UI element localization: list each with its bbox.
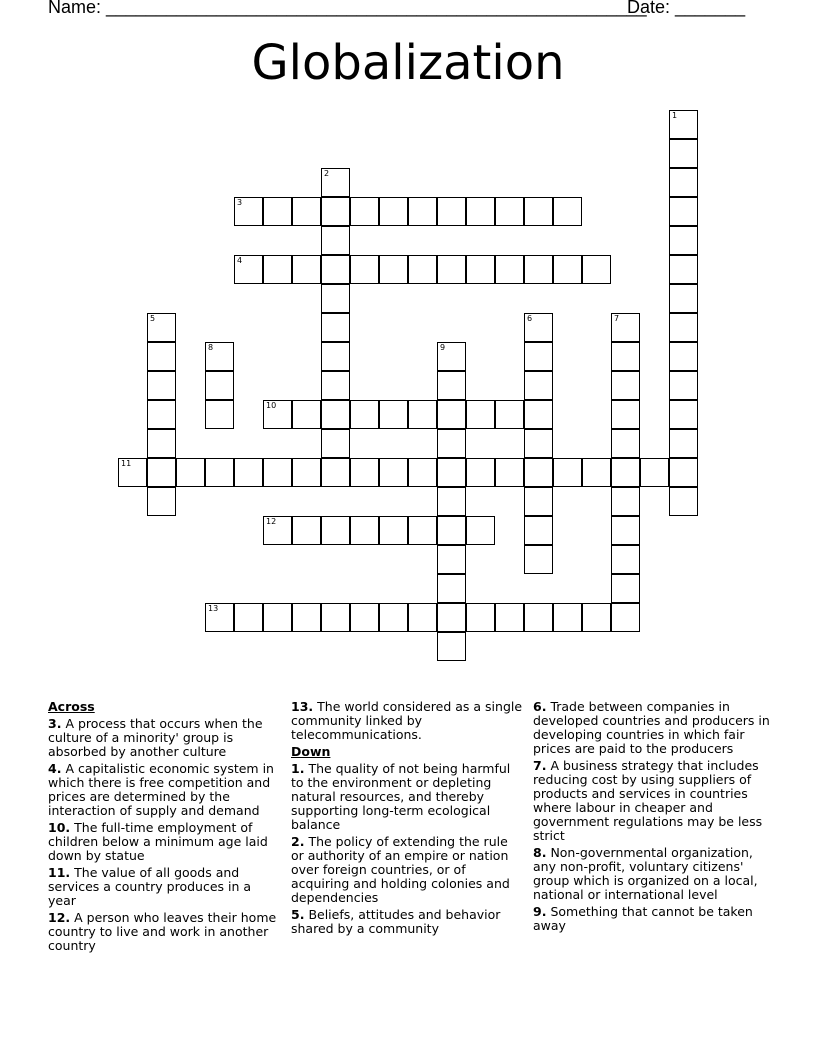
grid-cell[interactable] xyxy=(379,603,408,632)
grid-cell[interactable] xyxy=(495,458,524,487)
grid-cell[interactable] xyxy=(466,255,495,284)
grid-cell[interactable] xyxy=(582,255,611,284)
grid-cell[interactable] xyxy=(669,458,698,487)
grid-cell[interactable] xyxy=(524,371,553,400)
clue-down-8: 8. Non-governmental organization, any non-profit, voluntary citizens' group which is organized on a local, national or international level xyxy=(533,845,758,902)
grid-cell[interactable] xyxy=(263,197,292,226)
grid-cell[interactable] xyxy=(669,255,698,284)
grid-cell[interactable] xyxy=(379,400,408,429)
grid-cell[interactable] xyxy=(553,458,582,487)
grid-cell[interactable] xyxy=(669,139,698,168)
clue-number: 7 xyxy=(614,314,620,323)
down-heading: Down xyxy=(291,744,331,759)
grid-cell[interactable] xyxy=(669,313,698,342)
clues-column-2 xyxy=(291,700,523,939)
grid-cell[interactable] xyxy=(582,603,611,632)
clue-number: 4 xyxy=(237,256,243,265)
grid-cell[interactable] xyxy=(611,545,640,574)
grid-cell[interactable] xyxy=(263,516,292,545)
clue-number: 2 xyxy=(324,169,330,178)
grid-cell[interactable] xyxy=(205,371,234,400)
grid-cell[interactable] xyxy=(292,458,321,487)
grid-cell[interactable] xyxy=(408,400,437,429)
clue-across-11: 11. The value of all goods and services a country produces in a year xyxy=(48,865,252,908)
grid-cell[interactable] xyxy=(350,458,379,487)
clue-number: 8 xyxy=(208,343,214,352)
grid-cell[interactable] xyxy=(350,603,379,632)
clues-column-3 xyxy=(533,700,773,936)
grid-cell[interactable] xyxy=(321,458,350,487)
grid-cell[interactable] xyxy=(437,603,466,632)
grid-cell[interactable] xyxy=(553,255,582,284)
grid-cell[interactable] xyxy=(611,603,640,632)
grid-cell[interactable] xyxy=(321,516,350,545)
grid-cell[interactable] xyxy=(669,487,698,516)
grid-cell[interactable] xyxy=(437,487,466,516)
grid-cell[interactable] xyxy=(205,603,234,632)
grid-cell[interactable] xyxy=(611,429,640,458)
grid-cell[interactable] xyxy=(669,168,698,197)
grid-cell[interactable] xyxy=(408,516,437,545)
grid-cell[interactable] xyxy=(611,400,640,429)
grid-cell[interactable] xyxy=(292,255,321,284)
page-title: Globalization xyxy=(251,35,565,91)
grid-cell[interactable] xyxy=(321,429,350,458)
grid-cell[interactable] xyxy=(234,603,263,632)
grid-cell[interactable] xyxy=(118,458,147,487)
grid-cell[interactable] xyxy=(495,255,524,284)
grid-cell[interactable] xyxy=(437,516,466,545)
grid-cell[interactable] xyxy=(611,574,640,603)
clue-number: 13 xyxy=(208,604,219,613)
clue-down-2: 2. The policy of extending the rule or authority of an empire or nation over foreign countries, or of acquiring and holding colonies and dependencies xyxy=(291,834,510,905)
grid-cell[interactable] xyxy=(611,342,640,371)
grid-cell[interactable] xyxy=(321,168,350,197)
grid-cell[interactable] xyxy=(321,603,350,632)
grid-cell[interactable] xyxy=(437,342,466,371)
grid-cell[interactable] xyxy=(234,197,263,226)
clue-down-7: 7. A business strategy that includes reducing cost by using suppliers of products and services in countries where labour in cheaper and government regulations may be less strict xyxy=(533,758,763,843)
grid-cell[interactable] xyxy=(147,342,176,371)
grid-cell[interactable] xyxy=(408,197,437,226)
grid-cell[interactable] xyxy=(205,458,234,487)
grid-cell[interactable] xyxy=(234,458,263,487)
grid-cell[interactable] xyxy=(495,603,524,632)
clue-number: 6 xyxy=(527,314,533,323)
grid-cell[interactable] xyxy=(611,516,640,545)
grid-cell[interactable] xyxy=(669,197,698,226)
grid-cell[interactable] xyxy=(321,255,350,284)
grid-cell[interactable] xyxy=(524,545,553,574)
grid-cell[interactable] xyxy=(350,197,379,226)
clue-number: 3 xyxy=(237,198,243,207)
grid-cell[interactable] xyxy=(553,603,582,632)
clue-number: 10 xyxy=(266,401,277,410)
grid-cell[interactable] xyxy=(147,400,176,429)
grid-cell[interactable] xyxy=(669,284,698,313)
grid-cell[interactable] xyxy=(466,603,495,632)
grid-cell[interactable] xyxy=(669,400,698,429)
grid-cell[interactable] xyxy=(524,255,553,284)
grid-cell[interactable] xyxy=(611,458,640,487)
grid-cell[interactable] xyxy=(437,371,466,400)
grid-cell[interactable] xyxy=(524,458,553,487)
grid-cell[interactable] xyxy=(350,516,379,545)
grid-cell[interactable] xyxy=(524,342,553,371)
grid-cell[interactable] xyxy=(611,487,640,516)
grid-cell[interactable] xyxy=(524,197,553,226)
grid-cell[interactable] xyxy=(379,458,408,487)
grid-cell[interactable] xyxy=(524,400,553,429)
grid-cell[interactable] xyxy=(669,371,698,400)
grid-cell[interactable] xyxy=(321,313,350,342)
grid-cell[interactable] xyxy=(263,400,292,429)
grid-cell[interactable] xyxy=(147,429,176,458)
grid-cell[interactable] xyxy=(321,371,350,400)
clue-down-1: 1. The quality of not being harmful to the environment or depleting natural resources, and thereby supporting long-term ecological balance xyxy=(291,761,511,832)
grid-cell[interactable] xyxy=(524,487,553,516)
grid-cell[interactable] xyxy=(292,400,321,429)
grid-cell[interactable] xyxy=(147,313,176,342)
grid-cell[interactable] xyxy=(176,458,205,487)
grid-cell[interactable] xyxy=(669,110,698,139)
clue-across-13: 13. The world considered as a single community linked by telecommunications. xyxy=(291,699,523,742)
grid-cell[interactable] xyxy=(524,313,553,342)
grid-cell[interactable] xyxy=(263,458,292,487)
grid-cell[interactable] xyxy=(437,545,466,574)
grid-cell[interactable] xyxy=(321,400,350,429)
grid-cell[interactable] xyxy=(524,603,553,632)
grid-cell[interactable] xyxy=(437,400,466,429)
name-field: Name: ______________________________________________________ xyxy=(48,0,647,17)
grid-cell[interactable] xyxy=(205,342,234,371)
grid-cell[interactable] xyxy=(379,197,408,226)
grid-cell[interactable] xyxy=(350,255,379,284)
grid-cell[interactable] xyxy=(466,516,495,545)
grid-cell[interactable] xyxy=(234,255,263,284)
grid-cell[interactable] xyxy=(379,255,408,284)
grid-cell[interactable] xyxy=(147,458,176,487)
grid-cell[interactable] xyxy=(611,313,640,342)
grid-cell[interactable] xyxy=(437,632,466,661)
clue-number: 5 xyxy=(150,314,156,323)
grid-cell[interactable] xyxy=(350,400,379,429)
grid-cell[interactable] xyxy=(524,516,553,545)
grid-cell[interactable] xyxy=(321,197,350,226)
grid-cell[interactable] xyxy=(524,429,553,458)
grid-cell[interactable] xyxy=(437,429,466,458)
grid-cell[interactable] xyxy=(669,342,698,371)
grid-cell[interactable] xyxy=(147,487,176,516)
across-heading: Across xyxy=(48,699,95,714)
grid-cell[interactable] xyxy=(292,603,321,632)
grid-cell[interactable] xyxy=(263,603,292,632)
clue-number: 11 xyxy=(121,459,132,468)
grid-cell[interactable] xyxy=(495,400,524,429)
grid-cell[interactable] xyxy=(379,516,408,545)
grid-cell[interactable] xyxy=(437,458,466,487)
clue-down-5: 5. Beliefs, attitudes and behavior shared by a community xyxy=(291,907,501,936)
grid-cell[interactable] xyxy=(321,342,350,371)
clue-across-10: 10. The full-time employment of children below a minimum age laid down by statue xyxy=(48,820,268,863)
grid-cell[interactable] xyxy=(321,284,350,313)
grid-cell[interactable] xyxy=(437,255,466,284)
clue-across-3: 3. A process that occurs when the culture of a minority' group is absorbed by another culture xyxy=(48,716,263,759)
grid-cell[interactable] xyxy=(582,458,611,487)
grid-cell[interactable] xyxy=(669,226,698,255)
clue-number: 9 xyxy=(440,343,446,352)
clue-across-4: 4. A capitalistic economic system in which there is free competition and prices are determined by the interaction of supply and demand xyxy=(48,761,274,818)
grid-cell[interactable] xyxy=(437,574,466,603)
grid-cell[interactable] xyxy=(205,400,234,429)
clue-across-12: 12. A person who leaves their home country to live and work in another country xyxy=(48,910,277,953)
grid-cell[interactable] xyxy=(263,255,292,284)
grid-cell[interactable] xyxy=(466,458,495,487)
grid-cell[interactable] xyxy=(495,197,524,226)
grid-cell[interactable] xyxy=(408,458,437,487)
clue-number: 1 xyxy=(672,111,678,120)
date-field: Date: _______ xyxy=(627,0,746,17)
grid-cell[interactable] xyxy=(437,197,466,226)
grid-cell[interactable] xyxy=(640,458,669,487)
grid-cell[interactable] xyxy=(408,603,437,632)
grid-cell[interactable] xyxy=(669,429,698,458)
clue-down-9: 9. Something that cannot be taken away xyxy=(533,904,753,933)
clues-column-1 xyxy=(48,700,280,956)
grid-cell[interactable] xyxy=(292,516,321,545)
grid-cell[interactable] xyxy=(611,371,640,400)
grid-cell[interactable] xyxy=(292,197,321,226)
clue-number: 12 xyxy=(266,517,277,526)
grid-cell[interactable] xyxy=(147,371,176,400)
grid-cell[interactable] xyxy=(466,197,495,226)
clue-down-6: 6. Trade between companies in developed countries and producers in developing countries in which fair prices are paid to the producers xyxy=(533,699,770,756)
grid-cell[interactable] xyxy=(466,400,495,429)
grid-cell[interactable] xyxy=(553,197,582,226)
grid-cell[interactable] xyxy=(408,255,437,284)
grid-cell[interactable] xyxy=(321,226,350,255)
